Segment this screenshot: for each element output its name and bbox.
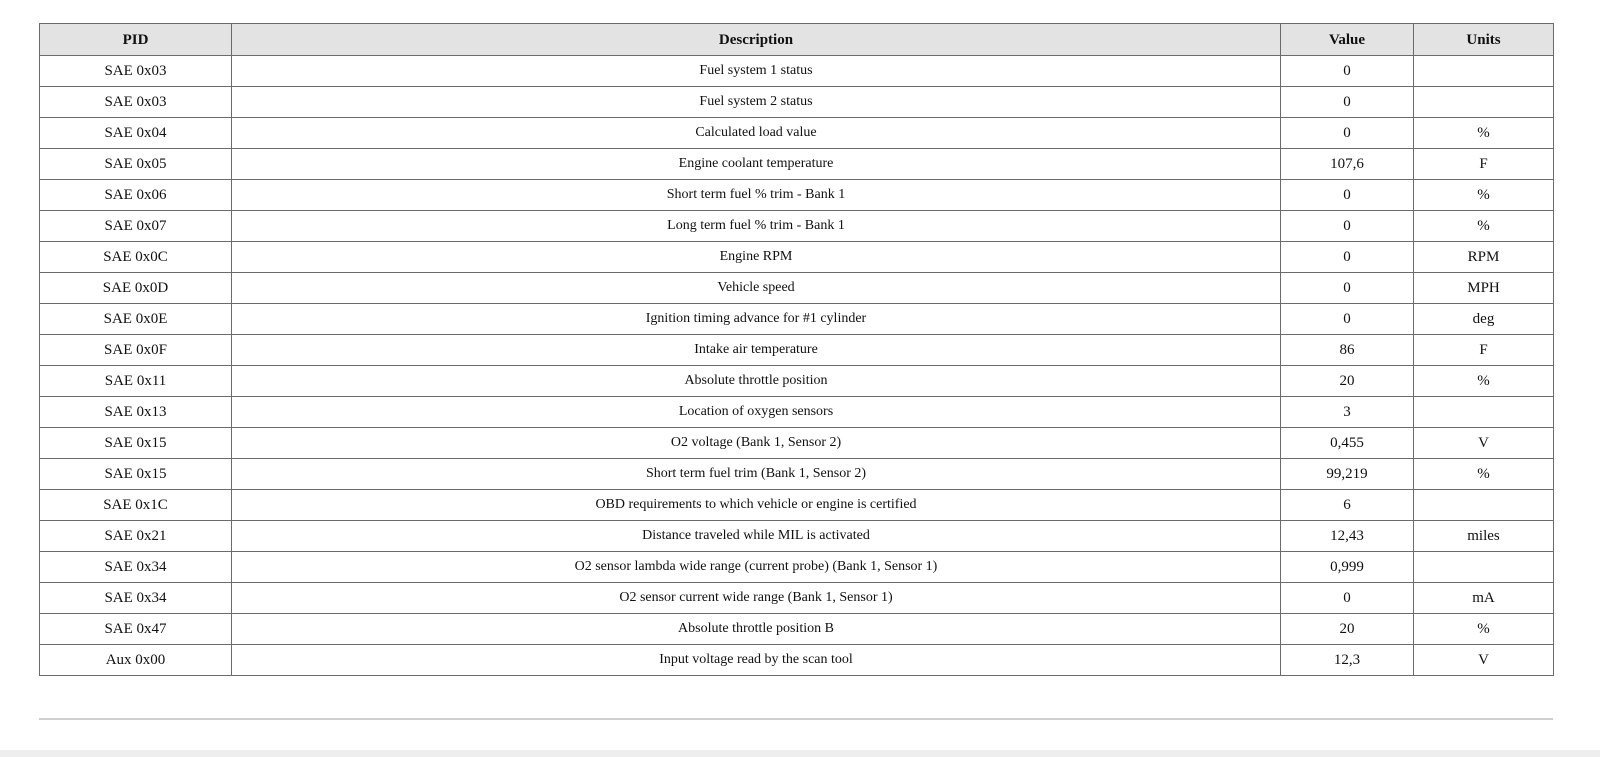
units-cell: % [1414, 614, 1554, 645]
description-cell: O2 voltage (Bank 1, Sensor 2) [232, 428, 1281, 459]
pid-cell: SAE 0x03 [40, 56, 232, 87]
description-cell: Engine RPM [232, 242, 1281, 273]
pid-cell: SAE 0x07 [40, 211, 232, 242]
pid-cell: SAE 0x0C [40, 242, 232, 273]
units-cell: V [1414, 428, 1554, 459]
description-cell: Input voltage read by the scan tool [232, 645, 1281, 676]
column-header-pid: PID [40, 24, 232, 56]
pid-cell: SAE 0x0D [40, 273, 232, 304]
table-row [40, 490, 1554, 521]
value-cell: 0 [1281, 180, 1414, 211]
pid-cell: SAE 0x47 [40, 614, 232, 645]
table-row [40, 118, 1554, 149]
units-cell: deg [1414, 304, 1554, 335]
units-cell: % [1414, 211, 1554, 242]
table-row [40, 366, 1554, 397]
description-cell: O2 sensor current wide range (Bank 1, Sensor 1) [232, 583, 1281, 614]
units-cell [1414, 56, 1554, 87]
units-cell: miles [1414, 521, 1554, 552]
value-cell: 12,43 [1281, 521, 1414, 552]
units-cell: F [1414, 149, 1554, 180]
pid-data-table [39, 23, 1554, 676]
pid-cell: SAE 0x34 [40, 583, 232, 614]
pid-cell: SAE 0x03 [40, 87, 232, 118]
table-row [40, 335, 1554, 366]
value-cell: 86 [1281, 335, 1414, 366]
pid-cell: SAE 0x0E [40, 304, 232, 335]
table-row [40, 211, 1554, 242]
description-cell: Ignition timing advance for #1 cylinder [232, 304, 1281, 335]
description-cell: Long term fuel % trim - Bank 1 [232, 211, 1281, 242]
units-cell: % [1414, 459, 1554, 490]
description-cell: OBD requirements to which vehicle or engine is certified [232, 490, 1281, 521]
table-row [40, 552, 1554, 583]
table-row [40, 273, 1554, 304]
description-cell: O2 sensor lambda wide range (current probe) (Bank 1, Sensor 1) [232, 552, 1281, 583]
table-row [40, 583, 1554, 614]
value-cell: 0 [1281, 304, 1414, 335]
description-cell: Short term fuel trim (Bank 1, Sensor 2) [232, 459, 1281, 490]
value-cell: 0 [1281, 273, 1414, 304]
table-row [40, 521, 1554, 552]
value-cell: 99,219 [1281, 459, 1414, 490]
pid-cell: SAE 0x11 [40, 366, 232, 397]
column-header-value: Value [1281, 24, 1414, 56]
description-cell: Engine coolant temperature [232, 149, 1281, 180]
value-cell: 107,6 [1281, 149, 1414, 180]
pid-table-container [39, 23, 1553, 676]
units-cell [1414, 552, 1554, 583]
table-row [40, 242, 1554, 273]
description-cell: Vehicle speed [232, 273, 1281, 304]
description-cell: Fuel system 1 status [232, 56, 1281, 87]
description-cell: Short term fuel % trim - Bank 1 [232, 180, 1281, 211]
table-row [40, 180, 1554, 211]
table-row [40, 459, 1554, 490]
description-cell: Intake air temperature [232, 335, 1281, 366]
table-row [40, 428, 1554, 459]
units-cell: % [1414, 366, 1554, 397]
value-cell: 0 [1281, 56, 1414, 87]
pid-cell: SAE 0x15 [40, 459, 232, 490]
value-cell: 0 [1281, 87, 1414, 118]
value-cell: 0,999 [1281, 552, 1414, 583]
units-cell [1414, 490, 1554, 521]
description-cell: Absolute throttle position [232, 366, 1281, 397]
value-cell: 0 [1281, 583, 1414, 614]
units-cell [1414, 397, 1554, 428]
pid-cell: SAE 0x34 [40, 552, 232, 583]
units-cell: % [1414, 118, 1554, 149]
pid-cell: SAE 0x06 [40, 180, 232, 211]
pid-cell: SAE 0x1C [40, 490, 232, 521]
table-row [40, 614, 1554, 645]
pid-cell: SAE 0x0F [40, 335, 232, 366]
table-row [40, 87, 1554, 118]
value-cell: 0 [1281, 118, 1414, 149]
units-cell: RPM [1414, 242, 1554, 273]
description-cell: Absolute throttle position B [232, 614, 1281, 645]
description-cell: Location of oxygen sensors [232, 397, 1281, 428]
units-cell: V [1414, 645, 1554, 676]
pid-cell: SAE 0x04 [40, 118, 232, 149]
pid-cell: SAE 0x13 [40, 397, 232, 428]
units-cell [1414, 87, 1554, 118]
table-row [40, 149, 1554, 180]
table-header-row [40, 24, 1554, 56]
pid-cell: SAE 0x05 [40, 149, 232, 180]
units-cell: % [1414, 180, 1554, 211]
value-cell: 20 [1281, 614, 1414, 645]
description-cell: Fuel system 2 status [232, 87, 1281, 118]
value-cell: 0 [1281, 242, 1414, 273]
value-cell: 12,3 [1281, 645, 1414, 676]
column-header-units: Units [1414, 24, 1554, 56]
units-cell: mA [1414, 583, 1554, 614]
horizontal-divider [39, 718, 1553, 720]
units-cell: MPH [1414, 273, 1554, 304]
value-cell: 0 [1281, 211, 1414, 242]
table-row [40, 397, 1554, 428]
units-cell: F [1414, 335, 1554, 366]
table-row [40, 304, 1554, 335]
pid-cell: SAE 0x21 [40, 521, 232, 552]
table-row [40, 645, 1554, 676]
column-header-description: Description [232, 24, 1281, 56]
value-cell: 6 [1281, 490, 1414, 521]
footer-strip [0, 750, 1600, 757]
table-body [40, 56, 1554, 676]
description-cell: Calculated load value [232, 118, 1281, 149]
pid-cell: SAE 0x15 [40, 428, 232, 459]
value-cell: 0,455 [1281, 428, 1414, 459]
value-cell: 20 [1281, 366, 1414, 397]
table-row [40, 56, 1554, 87]
description-cell: Distance traveled while MIL is activated [232, 521, 1281, 552]
value-cell: 3 [1281, 397, 1414, 428]
pid-cell: Aux 0x00 [40, 645, 232, 676]
